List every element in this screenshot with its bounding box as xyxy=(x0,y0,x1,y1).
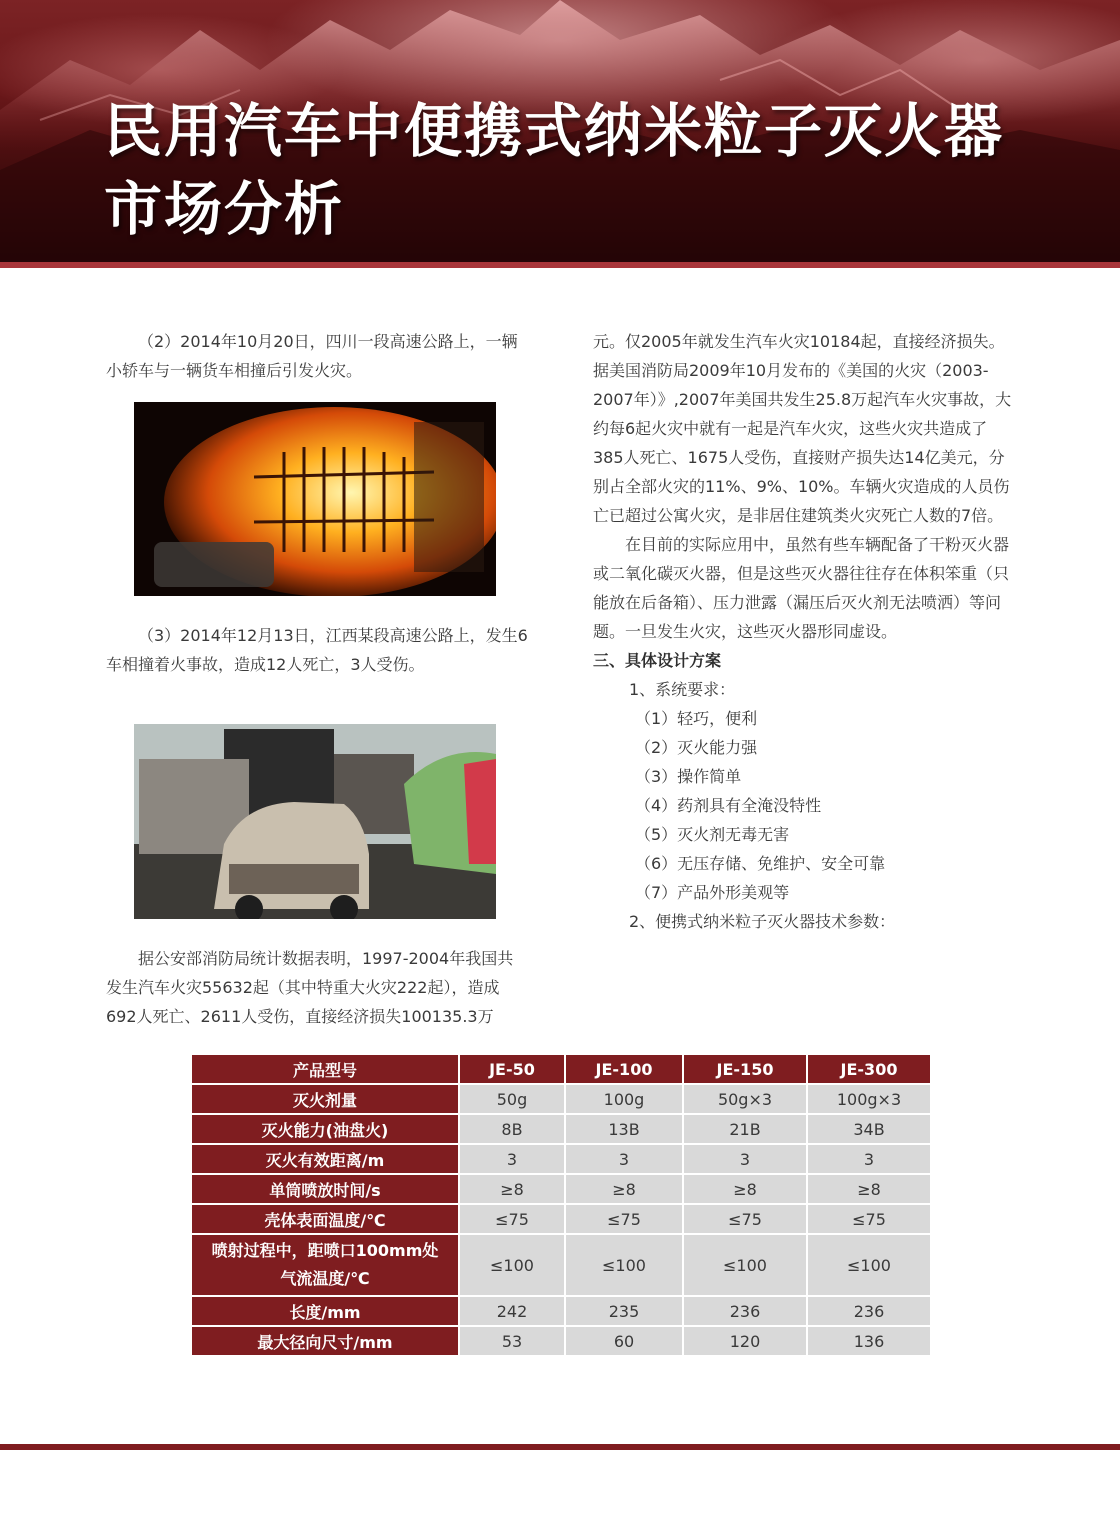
table-cell: ≥8 xyxy=(459,1174,565,1204)
table-cell: 100g xyxy=(565,1084,683,1114)
header-cell: JE-150 xyxy=(683,1054,807,1084)
table-cell: 3 xyxy=(565,1144,683,1174)
requirement-item: （7）产品外形美观等 xyxy=(635,883,790,902)
row-label: 灭火能力(油盘火) xyxy=(191,1114,459,1144)
table-cell: ≤100 xyxy=(807,1234,931,1296)
table-row xyxy=(191,1204,931,1234)
table-cell: ≤100 xyxy=(459,1234,565,1296)
row-label: 单筒喷放时间/s xyxy=(191,1174,459,1204)
table-cell: 3 xyxy=(459,1144,565,1174)
right-column xyxy=(593,327,1015,936)
banner-divider xyxy=(0,262,1120,268)
row-label: 灭火有效距离/m xyxy=(191,1144,459,1174)
requirement-item: （5）灭火剂无毒无害 xyxy=(635,825,790,844)
table-cell: ≤100 xyxy=(683,1234,807,1296)
table-cell: ≥8 xyxy=(807,1174,931,1204)
row-label: 最大径向尺寸/mm xyxy=(191,1326,459,1356)
row-label: 壳体表面温度/℃ xyxy=(191,1204,459,1234)
header-banner xyxy=(0,0,1120,262)
us-statistics-text: 元。仅2005年就发生汽车火灾10184起，直接经济损失。据美国消防局2009年10月发布的《美国的火灾（2003-2007年）》,2007年美国共发生25.8万起汽车火灾事故，大约每6起火灾中就有一起是汽车火灾，这些火灾共造成了385人死亡、1675人受伤，直接财产损失达14亿美元，分别占全部火灾的11%、9%、10%。车辆火灾造成的人员伤亡已超过公寓火灾，是非居住建筑类火灾死亡人数的7倍。 xyxy=(593,332,1012,525)
table-cell: ≤75 xyxy=(565,1204,683,1234)
page-title xyxy=(104,92,1004,248)
table-cell: 21B xyxy=(683,1114,807,1144)
table-cell: 13B xyxy=(565,1114,683,1144)
table-cell: 3 xyxy=(807,1144,931,1174)
table-cell: 8B xyxy=(459,1114,565,1144)
accident-1-text: （2）2014年10月20日，四川一段高速公路上，一辆小轿车与一辆货车相撞后引发火灾。 xyxy=(106,332,518,380)
table-cell: 53 xyxy=(459,1326,565,1356)
table-cell: 236 xyxy=(683,1296,807,1326)
spec-table xyxy=(190,1053,932,1357)
table-row xyxy=(191,1084,931,1114)
table-cell: ≤75 xyxy=(459,1204,565,1234)
row-label-line-1: 喷射过程中，距喷口100mm处 xyxy=(211,1241,439,1260)
left-paragraph-2 xyxy=(106,621,528,679)
table-cell: 242 xyxy=(459,1296,565,1326)
header-cell: JE-50 xyxy=(459,1054,565,1084)
left-paragraph-3 xyxy=(106,944,528,1031)
row-label: 灭火剂量 xyxy=(191,1084,459,1114)
title-line-2: 市场分析 xyxy=(104,175,345,243)
header-cell: JE-100 xyxy=(565,1054,683,1084)
footer-divider xyxy=(0,1444,1120,1450)
table-cell: 34B xyxy=(807,1114,931,1144)
table-row xyxy=(191,1326,931,1356)
statistics-text: 据公安部消防局统计数据表明，1997-2004年我国共发生汽车火灾55632起（其中特重大火灾222起），造成692人死亡、2611人受伤，直接经济损失100135.3万 xyxy=(106,949,514,1026)
header-cell: JE-300 xyxy=(807,1054,931,1084)
table-cell: 100g×3 xyxy=(807,1084,931,1114)
table-cell: ≤100 xyxy=(565,1234,683,1296)
table-cell: 60 xyxy=(565,1326,683,1356)
burning-truck-photo xyxy=(134,402,496,596)
table-row xyxy=(191,1296,931,1326)
requirement-item: （4）药剂具有全淹没特性 xyxy=(635,796,822,815)
accident-2-text: （3）2014年12月13日，江西某段高速公路上，发生6车相撞着火事故，造成12人死亡，3人受伤。 xyxy=(106,626,528,674)
table-cell: 235 xyxy=(565,1296,683,1326)
table-cell: 120 xyxy=(683,1326,807,1356)
table-cell: ≥8 xyxy=(565,1174,683,1204)
burnt-cars-photo xyxy=(134,724,496,919)
table-cell: ≤75 xyxy=(683,1204,807,1234)
title-line-1: 民用汽车中便携式纳米粒子灭火器 xyxy=(104,97,1005,165)
row-label-line-2: 气流温度/℃ xyxy=(280,1269,370,1288)
row-label: 长度/mm xyxy=(191,1296,459,1326)
table-cell: ≥8 xyxy=(683,1174,807,1204)
table-cell: 50g×3 xyxy=(683,1084,807,1114)
requirement-item: （6）无压存储、免维护、安全可靠 xyxy=(635,854,886,873)
table-row xyxy=(191,1144,931,1174)
header-cell: 产品型号 xyxy=(191,1054,459,1084)
table-cell: 50g xyxy=(459,1084,565,1114)
current-application-text: 在目前的实际应用中，虽然有些车辆配备了干粉灭火器或二氧化碳灭火器，但是这些灭火器往往存在体积笨重（只能放在后备箱）、压力泄露（漏压后灭火剂无法喷洒）等问题。一旦发生火灾，这些灭火器形同虚设。 xyxy=(593,535,1010,641)
design-section-heading: 三、具体设计方案 xyxy=(593,651,722,670)
requirement-item: （3）操作简单 xyxy=(635,767,742,786)
system-requirements-heading: 1、系统要求： xyxy=(629,680,736,699)
table-cell: ≤75 xyxy=(807,1204,931,1234)
table-header-row xyxy=(191,1054,931,1084)
table-cell: 3 xyxy=(683,1144,807,1174)
row-label xyxy=(191,1234,459,1296)
table-cell: 236 xyxy=(807,1296,931,1326)
requirement-item: （2）灭火能力强 xyxy=(635,738,758,757)
table-row xyxy=(191,1114,931,1144)
requirement-item: （1）轻巧，便利 xyxy=(635,709,758,728)
table-row xyxy=(191,1234,931,1296)
tech-params-heading: 2、便携式纳米粒子灭火器技术参数： xyxy=(629,912,896,931)
table-cell: 136 xyxy=(807,1326,931,1356)
left-paragraph-1 xyxy=(106,327,528,385)
table-row xyxy=(191,1174,931,1204)
